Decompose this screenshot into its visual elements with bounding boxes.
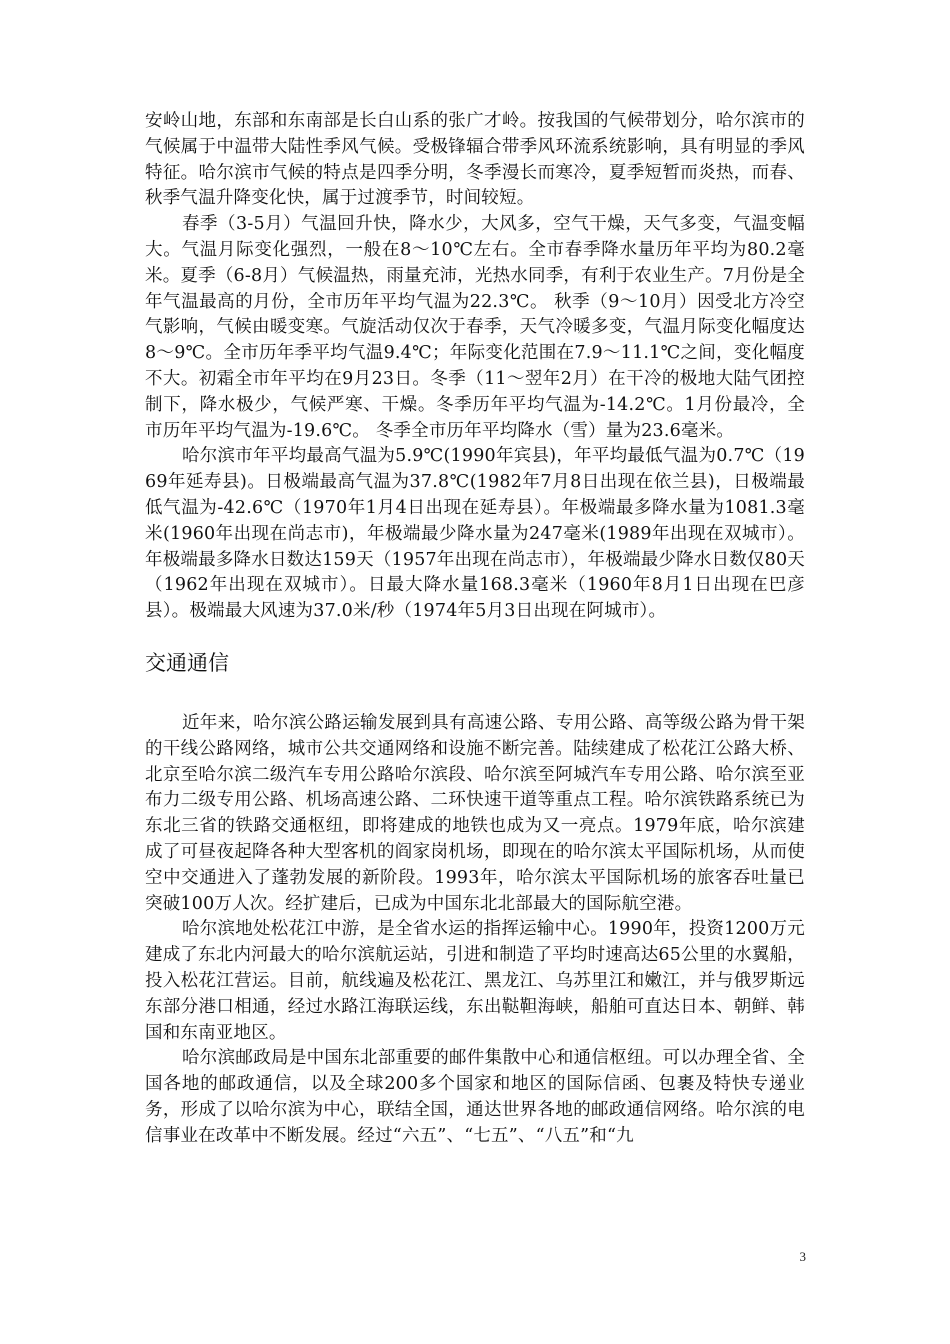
climate-paragraph-1: 安岭山地，东部和东南部是长白山系的张广才岭。按我国的气候带划分，哈尔滨市的气候属于中温带大陆性季风气候。受极锋辐合带季风环流系统影响，具有明显的季风特征。哈尔滨市气候的特点是四季分明，冬季漫长而寒冷，夏季短暂而炎热，而春、秋季气温升降变化快，属于过渡季节，时间较短。: [145, 111, 805, 209]
transport-paragraph-road-rail-air: 近年来，哈尔滨公路运输发展到具有高速公路、专用公路、高等级公路为骨干架的干线公路网络，城市公共交通网络和设施不断完善。陆续建成了松花江公路大桥、北京至哈尔滨二级汽车专用公路哈尔滨段、哈尔滨至阿城汽车专用公路、哈尔滨至亚布力二级专用公路、机场高速公路、二环快速干道等重点工程。哈尔滨铁路系统已为东北三省的铁路交通枢纽，即将建成的地铁也成为又一亮点。1979年底，哈尔滨建成了可昼夜起降各种大型客机的阎家岗机场，即现在的哈尔滨太平国际机场，从而使空中交通进入了蓬勃发展的新阶段。1993年，哈尔滨太平国际机场的旅客吞吐量已突破100万人次。经扩建后，已成为中国东北北部最大的国际航空港。: [145, 712, 805, 914]
climate-section: [145, 109, 805, 625]
page-content: [145, 109, 805, 1149]
climate-paragraph-2: 春季（3-5月）气温回升快，降水少，大风多，空气干燥，天气多变，气温变幅大。气温月际变化强烈，一般在8～10℃左右。全市春季降水量历年平均为80.2毫米。夏季（6-8月）气候温热，雨量充沛，光热水同季，有利于农业生产。7月份是全年气温最高的月份，全市历年平均气温为22.3℃。 秋季（9～10月）因受北方冷空气影响，气候由暖变寒。气旋活动仅次于春季，天气冷暖多变，气温月际变化幅度达8～9℃。全市历年季平均气温9.4℃；年际变化范围在7.9～11.1℃之间，变化幅度不大。初霜全市年平均在9月23日。冬季（11～翌年2月）在干冷的极地大陆气团控制下，降水极少，气候严寒、干燥。冬季历年平均气温为-14.2℃。1月份最冷，全市历年平均气温为-19.6℃。 冬季全市历年平均降水（雪）量为23.6毫米。: [145, 214, 805, 441]
section-heading-transport: 交通通信: [145, 650, 229, 675]
page-number: 3: [799, 1249, 806, 1264]
transport-paragraph-postal: 哈尔滨邮政局是中国东北部重要的邮件集散中心和通信枢纽。可以办理全省、全国各地的邮政通信，以及全球200多个国家和地区的国际信函、包裹及特快专递业务，形成了以哈尔滨为中心，联结全国，通达世界各地的邮政通信网络。哈尔滨的电信事业在改革中不断发展。经过“六五”、“七五”、“八五”和“九: [145, 1048, 805, 1146]
climate-paragraph-3: 哈尔滨市年平均最高气温为5.9℃(1990年宾县)，年平均最低气温为0.7℃（1969年延寿县)。日极端最高气温为37.8℃(1982年7月8日出现在依兰县)，日极端最低气温为-42.6℃（1970年1月4日出现在延寿县）。年极端最多降水量为1081.3毫米(1960年出现在尚志市)，年极端最少降水量为247毫米(1989年出现在双城市）。年极端最多降水日数达159天（1957年出现在尚志市），年极端最少降水日数仅80天（1962年出现在双城市）。日最大降水量168.3毫米（1960年8月1日出现在巴彦县）。极端最大风速为37.0米/秒（1974年5月3日出现在阿城市）。: [145, 446, 805, 622]
transport-section: [145, 711, 805, 1150]
transport-paragraph-water: 哈尔滨地处松花江中游，是全省水运的指挥运输中心。1990年，投资1200万元建成了东北内河最大的哈尔滨航运站，引进和制造了平均时速高达65公里的水翼船，投入松花江营运。目前，航线遍及松花江、黑龙江、乌苏里江和嫩江，并与俄罗斯远东部分港口相通，经过水路江海联运线，东出鞑靼海峡，船舶可直达日本、朝鲜、韩国和东南亚地区。: [145, 919, 805, 1043]
